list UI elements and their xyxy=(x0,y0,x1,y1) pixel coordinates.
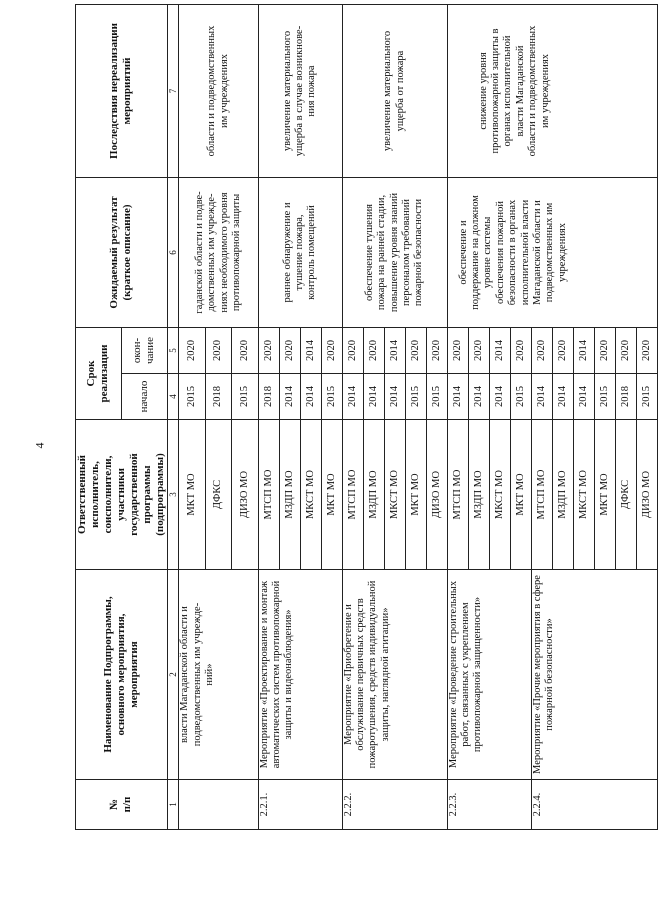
end-year-cell: 2020 xyxy=(232,327,258,373)
start-year-cell: 2015 xyxy=(179,374,205,420)
start-year-cell: 2018 xyxy=(258,374,279,420)
end-year-cell: 2020 xyxy=(363,327,384,373)
executor-cell: МЗДП МО xyxy=(468,420,489,570)
activity-name: Мероприятие «Проектирование и монтаж автоматических систем противопожарной защиты и видеонаблюдения» xyxy=(258,570,342,780)
start-year-cell: 2015 xyxy=(594,374,615,420)
column-number: 1 xyxy=(167,780,179,830)
row-number: 2.2.2. xyxy=(342,780,447,830)
column-number: 6 xyxy=(167,177,179,327)
executor-cell: МКСТ МО xyxy=(489,420,510,570)
table-row xyxy=(258,4,279,829)
start-year-cell: 2014 xyxy=(468,374,489,420)
end-year-cell: 2020 xyxy=(615,327,636,373)
start-year-cell: 2015 xyxy=(405,374,426,420)
end-year-cell: 2014 xyxy=(573,327,594,373)
executor-cell: ДФКС xyxy=(615,420,636,570)
start-year-cell: 2015 xyxy=(636,374,657,420)
executor-cell: ДИЗО МО xyxy=(426,420,447,570)
start-year-cell: 2014 xyxy=(573,374,594,420)
end-year-cell: 2020 xyxy=(552,327,573,373)
executor-cell: ДИЗО МО xyxy=(636,420,657,570)
end-year-cell: 2014 xyxy=(384,327,405,373)
executor-cell: МКСТ МО xyxy=(300,420,321,570)
executor-cell: МКСТ МО xyxy=(573,420,594,570)
end-year-cell: 2020 xyxy=(468,327,489,373)
end-year-cell: 2020 xyxy=(594,327,615,373)
header-consequence: Последствия нереализации мероприятий xyxy=(76,4,168,177)
expected-result: гаданской области и подве- домственных им учрежде- ниях необходимого уровня противопожарной защиты xyxy=(179,177,258,327)
end-year-cell: 2020 xyxy=(279,327,300,373)
end-year-cell: 2020 xyxy=(510,327,531,373)
consequence: увеличение материального ущерба от пожара xyxy=(342,4,447,177)
executor-cell: МКТ МО xyxy=(594,420,615,570)
column-number: 3 xyxy=(167,420,179,570)
end-year-cell: 2020 xyxy=(205,327,231,373)
activity-name: Мероприятие «Проведение строительных работ, связанных с укреплением противопожарной защищенности» xyxy=(447,570,531,780)
expected-result: обеспечение тушения пожара на ранней стадии, повышение уровня знаний персоналом требований пожарной безопасности xyxy=(342,177,447,327)
executor-cell: МТСП МО xyxy=(258,420,279,570)
end-year-cell: 2020 xyxy=(405,327,426,373)
start-year-cell: 2014 xyxy=(447,374,468,420)
header-executor: Ответственный исполнитель, соисполнители, участники государственной программы (подпрограммы) xyxy=(76,420,168,570)
row-number: 2.2.1. xyxy=(258,780,342,830)
start-year-cell: 2014 xyxy=(552,374,573,420)
executor-cell: ДФКС xyxy=(205,420,231,570)
header-term: Срок реализации xyxy=(76,327,122,419)
executor-cell: МЗДП МО xyxy=(552,420,573,570)
header-end: окон- чание xyxy=(121,327,167,373)
end-year-cell: 2014 xyxy=(489,327,510,373)
executor-cell: МКТ МО xyxy=(405,420,426,570)
row-number: 2.2.4. xyxy=(531,780,657,830)
column-number: 7 xyxy=(167,4,179,177)
executor-cell: МКСТ МО xyxy=(384,420,405,570)
executor-cell: МКТ МО xyxy=(179,420,205,570)
rotated-page xyxy=(75,5,652,830)
expected-result: раннее обнаружение и тушение пожара, контроль помещений xyxy=(258,177,342,327)
end-year-cell: 2020 xyxy=(636,327,657,373)
executor-cell: МТСП МО xyxy=(531,420,552,570)
start-year-cell: 2014 xyxy=(342,374,363,420)
consequence: увеличение материального ущерба в случае возникнове- ния пожара xyxy=(258,4,342,177)
end-year-cell: 2020 xyxy=(258,327,279,373)
start-year-cell: 2014 xyxy=(489,374,510,420)
start-year-cell: 2014 xyxy=(531,374,552,420)
start-year-cell: 2018 xyxy=(205,374,231,420)
end-year-cell: 2020 xyxy=(321,327,342,373)
start-year-cell: 2015 xyxy=(510,374,531,420)
row-number xyxy=(179,780,258,830)
header-name: Наименование Подпрограммы, основного мероприятия, мероприятия xyxy=(76,570,168,780)
end-year-cell: 2020 xyxy=(342,327,363,373)
program-table xyxy=(75,4,658,830)
table-row xyxy=(342,4,363,829)
executor-cell: МТСП МО xyxy=(447,420,468,570)
end-year-cell: 2020 xyxy=(426,327,447,373)
activity-name: Мероприятие «Прочие мероприятия в сфере пожарной безопасности» xyxy=(531,570,657,780)
start-year-cell: 2014 xyxy=(279,374,300,420)
header-result: Ожидаемый результат (краткое описание) xyxy=(76,177,168,327)
column-number: 4 xyxy=(167,374,179,420)
table-body xyxy=(179,4,658,829)
table-row xyxy=(447,4,468,829)
table-row xyxy=(179,4,205,829)
end-year-cell: 2020 xyxy=(531,327,552,373)
start-year-cell: 2018 xyxy=(615,374,636,420)
end-year-cell: 2020 xyxy=(447,327,468,373)
executor-cell: МЗДП МО xyxy=(363,420,384,570)
start-year-cell: 2015 xyxy=(426,374,447,420)
start-year-cell: 2014 xyxy=(384,374,405,420)
activity-name: Мероприятие «Приобретение и обслуживание первичных средств пожаротушения, средств индивидуальной защиты, наглядной агитации» xyxy=(342,570,447,780)
consequence: области и подведомственных им учреждениях xyxy=(179,4,258,177)
start-year-cell: 2014 xyxy=(363,374,384,420)
page-number: 4 xyxy=(32,442,47,449)
executor-cell: ДИЗО МО xyxy=(232,420,258,570)
row-number: 2.2.3. xyxy=(447,780,531,830)
consequence: снижение уровня противопожарной защиты в органах исполнительной власти Магаданской области и подведомственных им учреждениях xyxy=(447,4,657,177)
expected-result: обеспечение и поддержание на должном уровне системы обеспечения пожарной безопасности в органах исполнительной власти Магаданской области и подведомственных им учреждениях xyxy=(447,177,657,327)
end-year-cell: 2014 xyxy=(300,327,321,373)
start-year-cell: 2015 xyxy=(321,374,342,420)
executor-cell: МКТ МО xyxy=(510,420,531,570)
start-year-cell: 2014 xyxy=(300,374,321,420)
header-number: № п/п xyxy=(76,780,168,830)
header-start: начало xyxy=(121,374,167,420)
executor-cell: МТСП МО xyxy=(342,420,363,570)
executor-cell: МКТ МО xyxy=(321,420,342,570)
executor-cell: МЗДП МО xyxy=(279,420,300,570)
column-number: 2 xyxy=(167,570,179,780)
end-year-cell: 2020 xyxy=(179,327,205,373)
column-number: 5 xyxy=(167,327,179,373)
start-year-cell: 2015 xyxy=(232,374,258,420)
activity-name: власти Магаданской области и подведомственных им учрежде- ний» xyxy=(179,570,258,780)
